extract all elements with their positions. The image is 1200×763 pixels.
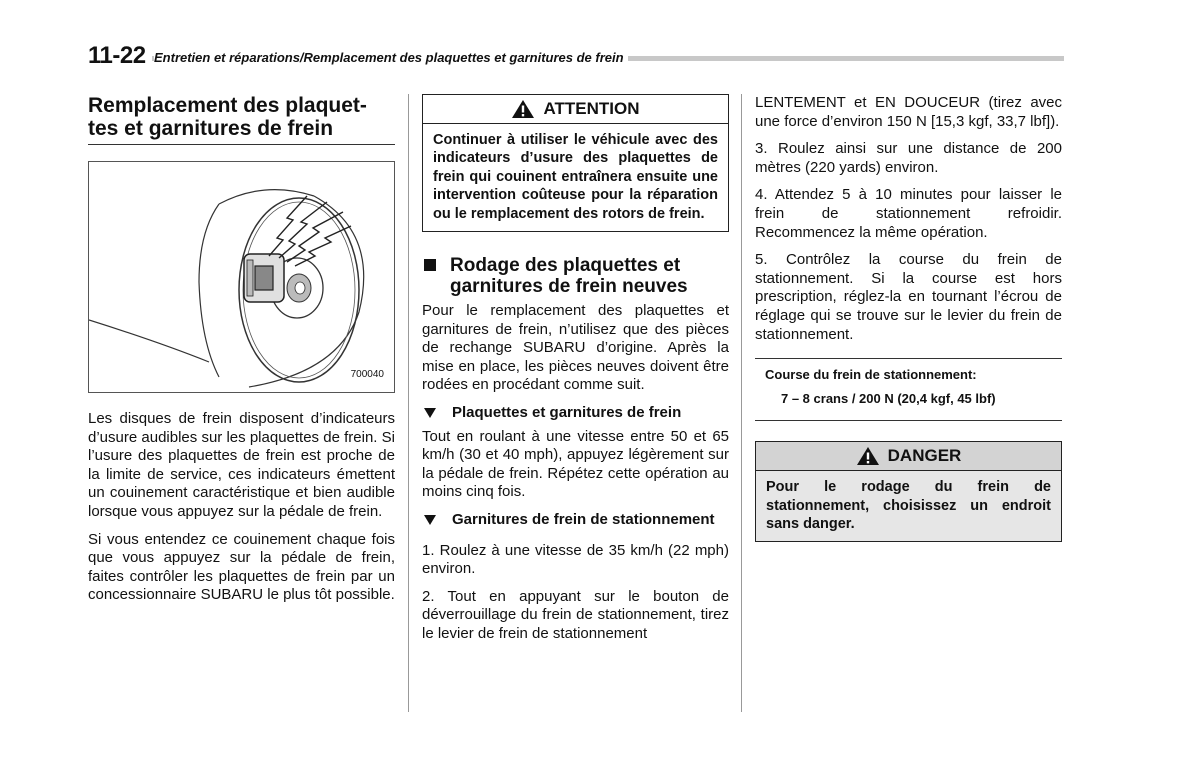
column-middle (422, 94, 729, 653)
specification-block (755, 358, 1062, 421)
subsection-title: Rodage des plaquettes et garnitures de frein neuves (450, 255, 688, 298)
step-item: 2. Tout en appuyant sur le bouton de déverrouillage du frein de stationnement, tirez le levier de frein de stationnement (422, 587, 729, 642)
sub-subsection-heading (422, 404, 729, 423)
sub-subsection-title: Garnitures de frein de stationnement (452, 510, 715, 528)
running-title: Entretien et réparations/Remplacement des plaquettes et garnitures de frein (154, 50, 628, 65)
black-square-icon (424, 259, 436, 271)
danger-box (755, 441, 1062, 542)
page-number: 11-22 (88, 42, 146, 69)
section-heading (88, 94, 395, 145)
paragraph: Pour le remplacement des plaquettes et garnitures de frein, n’utilisez que des pièces de rechange SUBARU d’origine. Après la mise en place, les pièces neuves doivent être rodées en procédant comme suit. (422, 302, 729, 394)
attention-header (423, 95, 728, 124)
column-divider (408, 94, 409, 712)
step-item: 1. Roulez à une vitesse de 35 km/h (22 mph) environ. (422, 541, 729, 578)
attention-text: Continuer à utiliser le véhicule avec des indicateurs d’usure des plaquettes de frein qui couinent entraînera ensuite une intervention coûteuse pour la réparation ou le remplacement des rotors de frein. (433, 132, 718, 222)
column-right (755, 94, 1062, 542)
step-continuation: LENTEMENT et EN DOUCEUR (tirez avec une force d’environ 150 N [15,3 kgf, 33,7 lbf]). (755, 94, 1062, 130)
heading-line-1: Remplacement des plaquet- (88, 94, 367, 117)
figure-code: 700040 (350, 369, 384, 380)
column-left (88, 94, 395, 614)
subsection-heading (422, 255, 729, 297)
spec-value: 7 – 8 crans / 200 N (20,4 kgf, 45 lbf) (781, 391, 996, 407)
paragraph: Si vous entendez ce couinement chaque fois que vous appuyez sur la pédale de frein, faites contrôler les plaquettes de frein par un concessionnaire SUBARU le plus tôt possible. (88, 530, 395, 604)
sub-subsection-title: Plaquettes et garnitures de frein (452, 404, 682, 421)
paragraph: Tout en roulant à une vitesse entre 50 et 65 km/h (30 et 40 mph), appuyez légèrement sur la pédale de frein. Répétez cette opération au moins cinq fois. (422, 427, 729, 501)
attention-box (422, 94, 729, 232)
sub-subsection-heading (422, 511, 729, 530)
column-divider (741, 94, 742, 712)
brake-disc-drawing (89, 162, 394, 392)
down-triangle-icon (424, 408, 436, 418)
danger-text: Pour le rodage du frein de stationnement, choisissez un endroit sans danger. (756, 471, 1061, 541)
warning-triangle-icon (856, 446, 880, 466)
down-triangle-icon (424, 515, 436, 525)
heading-line-2: tes et garnitures de frein (88, 117, 334, 140)
danger-header (756, 442, 1061, 471)
step-item: 4. Attendez 5 à 10 minutes pour laisser le frein de stationnement refroidir. Recommencez la même opération. (755, 186, 1062, 241)
spec-label: Course du frein de stationnement: (765, 367, 977, 383)
attention-label: ATTENTION (543, 99, 640, 118)
step-item: 5. Contrôlez la course du frein de stationnement. Si la course est hors prescription, réglez-la en tournant l’écrou de réglage qui se trouve sur le levier du frein de stationnement. (755, 251, 1062, 343)
danger-label: DANGER (887, 446, 962, 466)
paragraph: Les disques de frein disposent d’indicateurs d’usure audibles sur les plaquettes de frein. Si l’usure des plaquettes de frein est proche de la limite de service, ces indicateurs émettent un couinement caractéristique et bien audible lorsque vous appuyez sur la pédale de frein. (88, 410, 395, 520)
brake-disc-illustration (88, 161, 395, 393)
page-header (88, 42, 1064, 68)
step-item: 3. Roulez ainsi sur une distance de 200 mètres (220 yards) environ. (755, 140, 1062, 176)
warning-triangle-icon (511, 99, 535, 119)
